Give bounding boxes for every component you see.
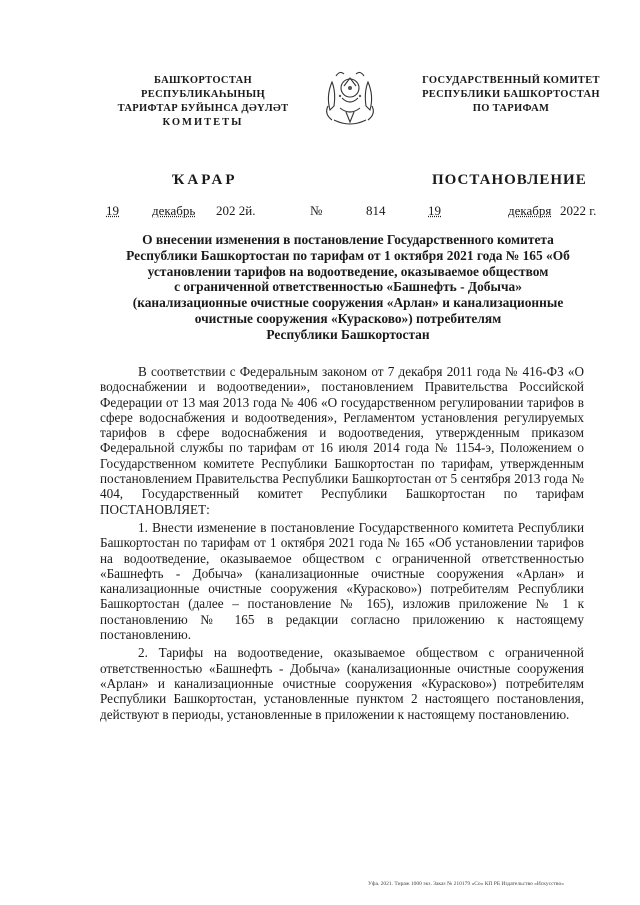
date-right-year: 2022 г. bbox=[560, 203, 597, 218]
header-right-line-2: РЕСПУБЛИКИ БАШКОРТОСТАН bbox=[422, 89, 600, 100]
title-line: Республики Башкортостан bbox=[266, 326, 430, 342]
document-body bbox=[100, 364, 584, 725]
date-left-month: декабрь bbox=[152, 203, 196, 218]
paragraph-item-2: 2. Тарифы на водоотведение, оказываемое обществом с ограниченной ответственностью «Башнефть - Добыча» (канализационные очистные сооружения «Арлан» и канализационные очистные сооружения «Курасково») потребителям Республики Башкортостан, установленные пунктом 2 настоящего постановления, действуют в периоды, установленные в приложении к настоящему постановлению. bbox=[100, 645, 584, 722]
title-line: О внесении изменения в постановление Государственного комитета bbox=[142, 232, 554, 247]
header-right-line-3: ПО ТАРИФАМ bbox=[472, 103, 550, 114]
date-number-row bbox=[104, 203, 604, 221]
header-right-block bbox=[406, 74, 616, 116]
bashkortostan-emblem-icon bbox=[322, 66, 378, 128]
title-line: (канализационные очистные сооружения «Арлан» и канализационные bbox=[132, 295, 564, 311]
title-line: установлении тарифов на водоотведение, оказываемое обществом bbox=[147, 263, 549, 279]
header-right-line-1: ГОСУДАРСТВЕННЫЙ КОМИТЕТ bbox=[422, 75, 600, 86]
title-line: очистные сооружения «Курасково») потребителям bbox=[194, 310, 502, 326]
doc-type-postanovlenie: ПОСТАНОВЛЕНИЕ bbox=[432, 172, 587, 188]
print-footer: Уфа. 2021. Тираж 1000 экз. Заказ № 210179 «Со» КП РБ Издательство «Искусство» bbox=[368, 881, 564, 887]
date-right-month: декабря bbox=[508, 203, 552, 218]
header-left-line-2: ТАРИФТАР БУЙЫНСА ДӘҮЛӘТ bbox=[117, 103, 289, 114]
header-left-line-1: БАШҠОРТОСТАН РЕСПУБЛИКАҺЫНЫҢ bbox=[141, 75, 265, 100]
date-right-day: 19 bbox=[428, 203, 441, 218]
number-sign: № bbox=[310, 203, 323, 218]
doc-type-karar: ҠАРАР bbox=[172, 172, 238, 188]
header-left-line-3: КОМИТЕТЫ bbox=[162, 117, 244, 128]
paragraph-preamble: В соответствии с Федеральным законом от 7 декабря 2011 года № 416-ФЗ «О водоснабжении и водоотведении», постановлением Правительства Российской Федерации от 13 мая 2013 года № 406 «О государственном регулировании тарифов в сфере водоснабжения и водоотведения», Регламентом установления регулируемых тарифов в сфере водоснабжения и водоотведения, утвержденным приказом Федеральной службы по тарифам от 16 июля 2014 года № 1154-э, Положением о Государственном комитете Республики Башкортостан по тарифам, утвержденным постановлением Правительства Республики Башкортостан от 5 сентября 2013 года № 404, Государственный комитет Республики Башкортостан по тарифам ПОСТАНОВЛЯЕТ: bbox=[100, 364, 584, 517]
paragraph-item-1: 1. Внести изменение в постановление Государственного комитета Республики Башкортостан по тарифам от 1 октября 2021 года № 165 «Об установлении тарифов на водоотведение, оказываемое обществом с ограниченной ответственностью «Башнефть - Добыча» (канализационные очистные сооружения «Арлан» и канализационные очистные сооружения «Курасково») потребителям Республики Башкортостан (далее – постановление № 165), изложив приложение № 1 к постановлению № 165 в редакции согласно приложению к настоящему постановлению. bbox=[100, 519, 584, 643]
date-left-day: 19 bbox=[106, 203, 119, 218]
document-number: 814 bbox=[366, 203, 386, 218]
title-line: Республики Башкортостан по тарифам от 1 октября 2021 года № 165 «Об bbox=[126, 247, 570, 263]
document-title bbox=[98, 232, 598, 343]
header-left-block bbox=[98, 74, 308, 130]
date-left-year: 202 2й. bbox=[216, 203, 256, 218]
title-line: с ограниченной ответственностью «Башнефть - Добыча» bbox=[174, 279, 522, 295]
